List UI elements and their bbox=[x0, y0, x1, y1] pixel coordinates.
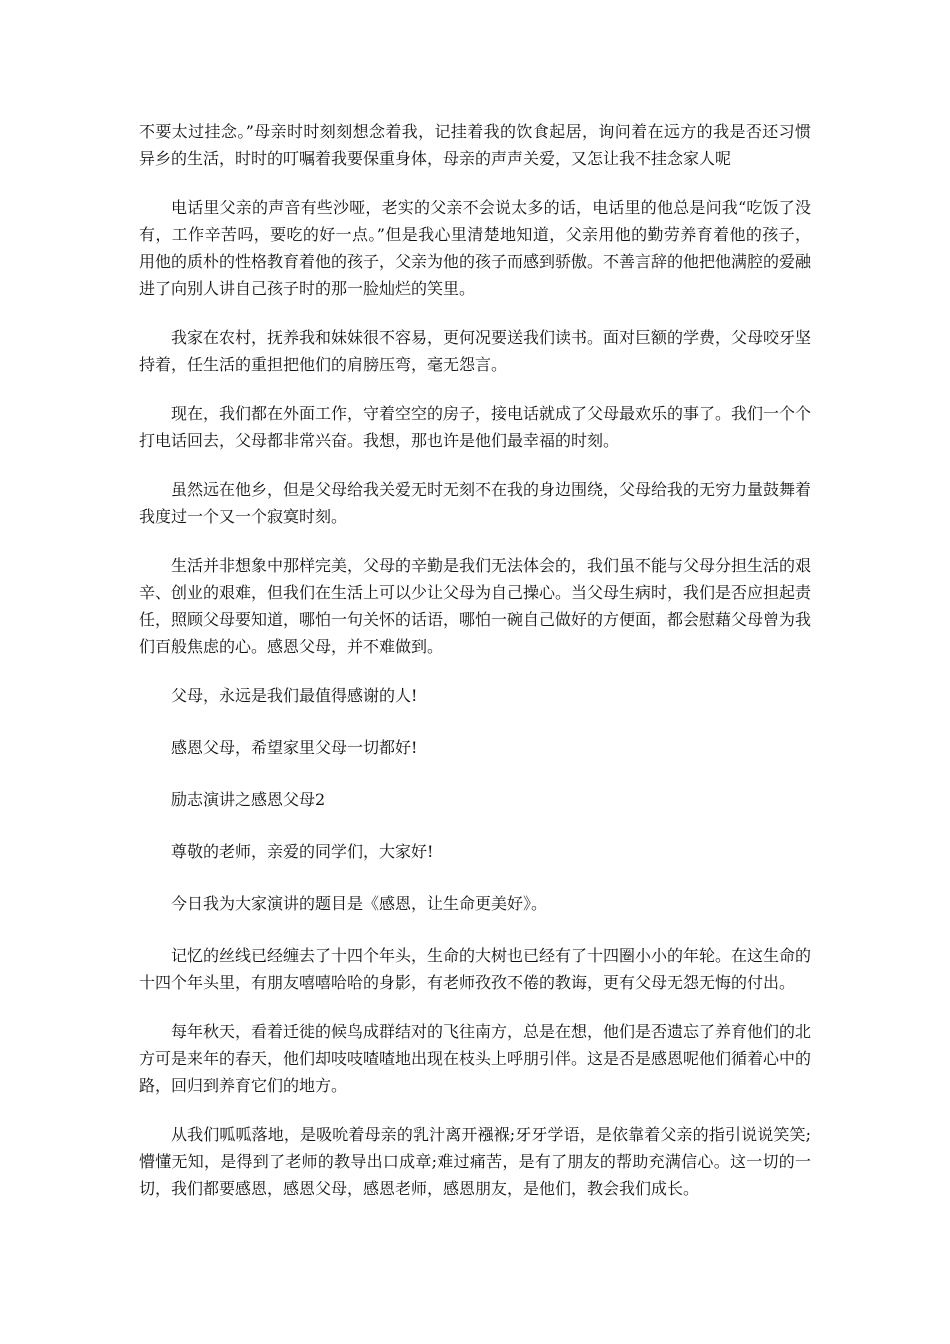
paragraph: 我家在农村，抚养我和妹妹很不容易，更何况要送我们读书。面对巨额的学费，父母咬牙坚持着，任生活的重担把他们的肩膀压弯，毫无怨言。 bbox=[139, 328, 812, 374]
paragraph: 生活并非想象中那样完美，父母的辛勤是我们无法体会的，我们虽不能与父母分担生活的艰辛、创业的艰难，但我们在生活上可以少让父母为自己操心。当父母生病时，我们是否应担起责任，照顾父母要知道，哪怕一句关怀的话语，哪怕一碗自己做好的方便面，都会慰藉父母曾为我们百般焦虑的心。感恩父母，并不难做到。 bbox=[139, 556, 812, 656]
paragraph: 现在，我们都在外面工作，守着空空的房子，接电话就成了父母最欢乐的事了。我们一个个打电话回去，父母都非常兴奋。我想，那也许是他们最幸福的时刻。 bbox=[139, 404, 812, 450]
paragraph: 电话里父亲的声音有些沙哑，老实的父亲不会说太多的话，电话里的他总是问我“吃饭了没有，工作辛苦吗，要吃的好一点。”但是我心里清楚地知道，父亲用他的勤劳养育着他的孩子，用他的质朴的性格教育着他的孩子，父亲为他的孩子而感到骄傲。不善言辞的他把他满腔的爱融进了向别人讲自己孩子时的那一脸灿烂的笑里。 bbox=[139, 198, 812, 298]
section-heading: 励志演讲之感恩父母2 bbox=[171, 790, 326, 809]
paragraph: 从我们呱呱落地，是吸吮着母亲的乳汁离开襁褓;牙牙学语，是依靠着父亲的指引说说笑笑;懵懂无知，是得到了老师的教导出口成章;难过痛苦，是有了朋友的帮助充满信心。这一切的一切，我们都要感恩，感恩父母，感恩老师，感恩朋友，是他们，教会我们成长。 bbox=[139, 1125, 811, 1198]
speech-topic: 今日我为大家演讲的题目是《感恩，让生命更美好》。 bbox=[171, 894, 548, 913]
paragraph: 不要太过挂念。”母亲时时刻刻想念着我，记挂着我的饮食起居，询问着在远方的我是否还习惯异乡的生活，时时的叮嘱着我要保重身体，母亲的声声关爱，又怎让我不挂念家人呢 bbox=[139, 122, 811, 168]
paragraph: 记忆的丝线已经缠去了十四个年头，生命的大树也已经有了十四圈小小的年轮。在这生命的十四个年头里，有朋友嘻嘻哈哈的身影，有老师孜孜不倦的教诲，更有父母无怨无悔的付出。 bbox=[139, 946, 812, 992]
greeting: 尊敬的老师，亲爱的同学们，大家好! bbox=[171, 842, 434, 861]
paragraph: 虽然远在他乡，但是父母给我关爱无时无刻不在我的身边围绕，父母给我的无穷力量鼓舞着我度过一个又一个寂寞时刻。 bbox=[139, 480, 812, 526]
paragraph: 父母，永远是我们最值得感谢的人! bbox=[171, 686, 418, 705]
document-page bbox=[139, 118, 811, 1224]
paragraph: 每年秋天，看着迁徙的候鸟成群结对的飞往南方，总是在想，他们是否遗忘了养育他们的北方可是来年的春天，他们却吱吱喳喳地出现在枝头上呼朋引伴。这是否是感恩呢他们循着心中的路，回归到养育它们的地方。 bbox=[139, 1022, 812, 1095]
paragraph: 感恩父母，希望家里父母一切都好! bbox=[171, 738, 418, 757]
